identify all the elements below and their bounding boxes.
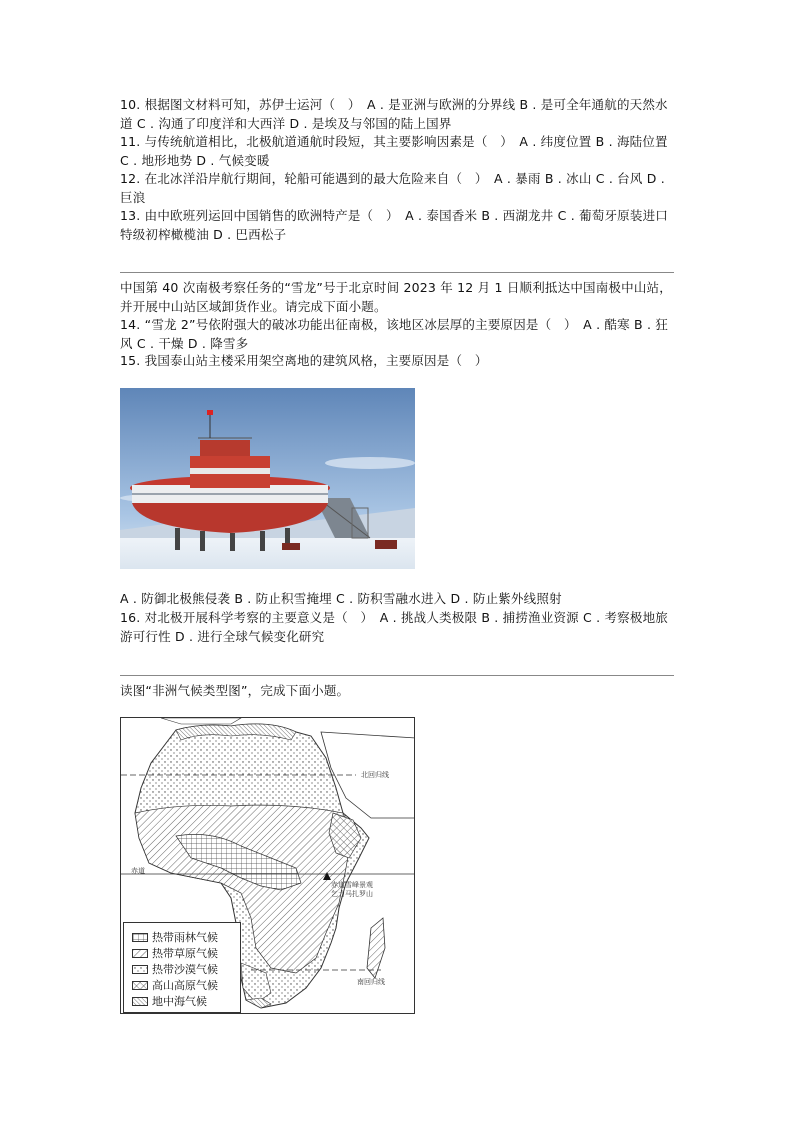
tropic-south-label: 南回归线 <box>357 978 385 986</box>
question-15-options: A . 防御北极熊侵袭 B . 防止积雪掩埋 C . 防积雪融水进入 D . 防止紫外线照射 <box>120 591 562 606</box>
africa-map-intro: 读图“非洲气候类型图”，完成下面小题。 <box>120 683 350 698</box>
question-14: 14. “雪龙 2”号依附强大的破冰功能出征南极，该地区冰层厚的主要原因是（ ） A . 酷寒 B . 狂风 C . 干燥 D . 降雪多 <box>120 317 669 351</box>
map-legend <box>123 922 241 1013</box>
section-divider <box>120 272 674 273</box>
legend-label: 热带雨林气候 <box>152 931 218 944</box>
equator-label: 赤道 <box>131 867 145 875</box>
question-15: 15. 我国泰山站主楼采用架空离地的建筑风格，主要原因是（ ） <box>120 353 488 368</box>
desert-swatch <box>132 965 148 974</box>
question-16: 16. 对北极开展科学考察的主要意义是（ ） A . 挑战人类极限 B . 捕捞渔业资源 C . 考察极地旅游可行性 D . 进行全球气候变化研究 <box>120 610 668 644</box>
question-12: 12. 在北冰洋沿岸航行期间，轮船可能遇到的最大危险来自（ ） A . 暴雨 B . 冰山 C . 台风 D . 巨浪 <box>120 171 665 205</box>
antarctic-intro: 中国第 40 次南极考察任务的“雪龙”号于北京时间 2023 年 12 月 1 日顺利抵达中国南极中山站，并开展中山站区域卸货作业。请完成下面小题。 <box>120 280 672 314</box>
kilimanjaro-label: 乞力马扎罗山 <box>331 890 373 898</box>
question-11: 11. 与传统航道相比，北极航道通航时段短，其主要影响因素是（ ） A . 纬度位置 B . 海陆位置 C . 地形地势 D . 气候变暖 <box>120 134 668 168</box>
question-10: 10. 根据图文材料可知，苏伊士运河（ ） A . 是亚洲与欧洲的分界线 B . 是可全年通航的天然水道 C . 沟通了印度洋和大西洋 D . 是埃及与邻国的陆上国界 <box>120 97 668 131</box>
rainforest-swatch <box>132 933 148 942</box>
tropic-north-label: 北回归线 <box>361 771 389 779</box>
legend-label: 高山高原气候 <box>152 979 218 992</box>
legend-label: 热带草原气候 <box>152 947 218 960</box>
africa-climate-map <box>120 717 415 1014</box>
snow-peak-label: 赤道雪峰景观 <box>331 881 373 889</box>
legend-label: 热带沙漠气候 <box>152 963 218 976</box>
legend-item-rainforest <box>132 930 218 944</box>
savanna-swatch <box>132 949 148 958</box>
question-13: 13. 由中欧班列运回中国销售的欧洲特产是（ ） A . 泰国香米 B . 西湖龙井 C . 葡萄牙原装进口特级初榨橄榄油 D . 巴西松子 <box>120 208 668 242</box>
taishan-station-photo <box>120 388 415 569</box>
mediterranean-swatch <box>132 997 148 1006</box>
legend-item-desert <box>132 962 218 976</box>
legend-item-savanna <box>132 946 218 960</box>
legend-item-mediterranean <box>132 994 207 1008</box>
section-divider-2 <box>120 675 674 676</box>
highland-swatch <box>132 981 148 990</box>
legend-item-highland <box>132 978 218 992</box>
legend-label: 地中海气候 <box>152 995 207 1008</box>
